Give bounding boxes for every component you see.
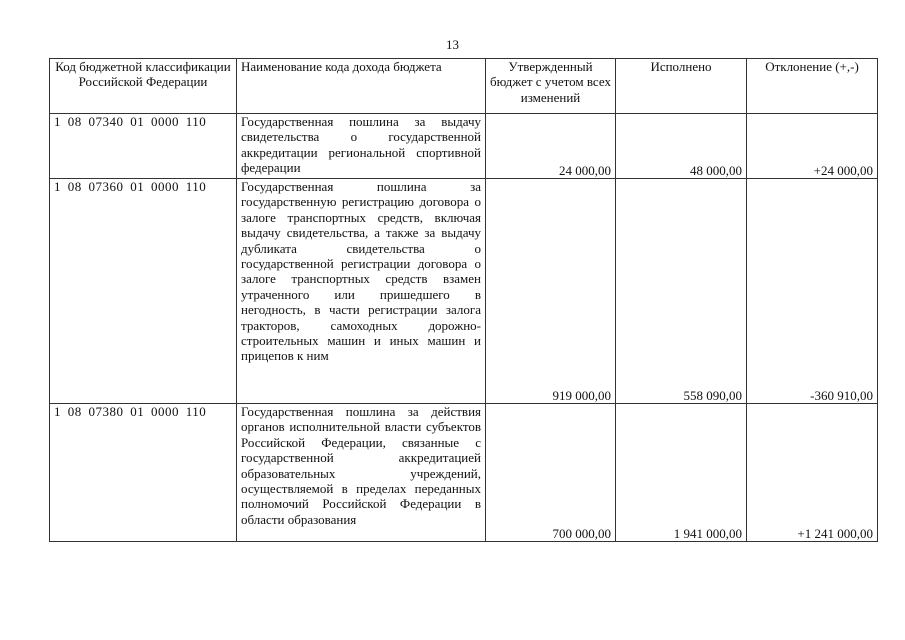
table-row bbox=[50, 404, 878, 542]
header-code: Код бюджетной классификации Российской Федерации bbox=[50, 59, 237, 114]
cell-deviation: -360 910,00 bbox=[747, 179, 878, 404]
table-header-row bbox=[50, 59, 878, 114]
page-number: 13 bbox=[446, 37, 459, 52]
cell-deviation: +24 000,00 bbox=[747, 114, 878, 179]
cell-approved: 24 000,00 bbox=[486, 114, 616, 179]
cell-name: Государственная пошлина за государственную регистрацию договора о залоге транспортных средств, включая выдачу свидетельства, а также за выдачу дубликата свидетельства о государственной регистрации договора о залоге транспортных средств взамен утраченного или пришедшего в негодность, в части регистрации залога тракторов, самоходных дорожно-строительных машин и иных машин и прицепов к ним bbox=[237, 179, 486, 404]
cell-approved: 919 000,00 bbox=[486, 179, 616, 404]
budget-revenue-table bbox=[49, 58, 878, 542]
cell-deviation: +1 241 000,00 bbox=[747, 404, 878, 542]
cell-name: Государственная пошлина за выдачу свидетельства о государственной аккредитации региональной спортивной федерации bbox=[237, 114, 486, 179]
header-approved: Утвержденный бюджет с учетом всех изменений bbox=[486, 59, 616, 114]
cell-code: 1 08 07380 01 0000 110 bbox=[50, 404, 237, 542]
cell-executed: 558 090,00 bbox=[616, 179, 747, 404]
cell-executed: 1 941 000,00 bbox=[616, 404, 747, 542]
table-row bbox=[50, 179, 878, 404]
cell-name: Государственная пошлина за действия органов исполнительной власти субъектов Российской Федерации, связанные с государственной аккредитацией образовательных учреждений, осуществляемой в пределах переданных полномочий Российской Федерации в области образования bbox=[237, 404, 486, 542]
header-executed: Исполнено bbox=[616, 59, 747, 114]
table-row bbox=[50, 114, 878, 179]
header-name: Наименование кода дохода бюджета bbox=[237, 59, 486, 114]
cell-approved: 700 000,00 bbox=[486, 404, 616, 542]
cell-executed: 48 000,00 bbox=[616, 114, 747, 179]
cell-code: 1 08 07340 01 0000 110 bbox=[50, 114, 237, 179]
cell-code: 1 08 07360 01 0000 110 bbox=[50, 179, 237, 404]
header-deviation: Отклонение (+,-) bbox=[747, 59, 878, 114]
